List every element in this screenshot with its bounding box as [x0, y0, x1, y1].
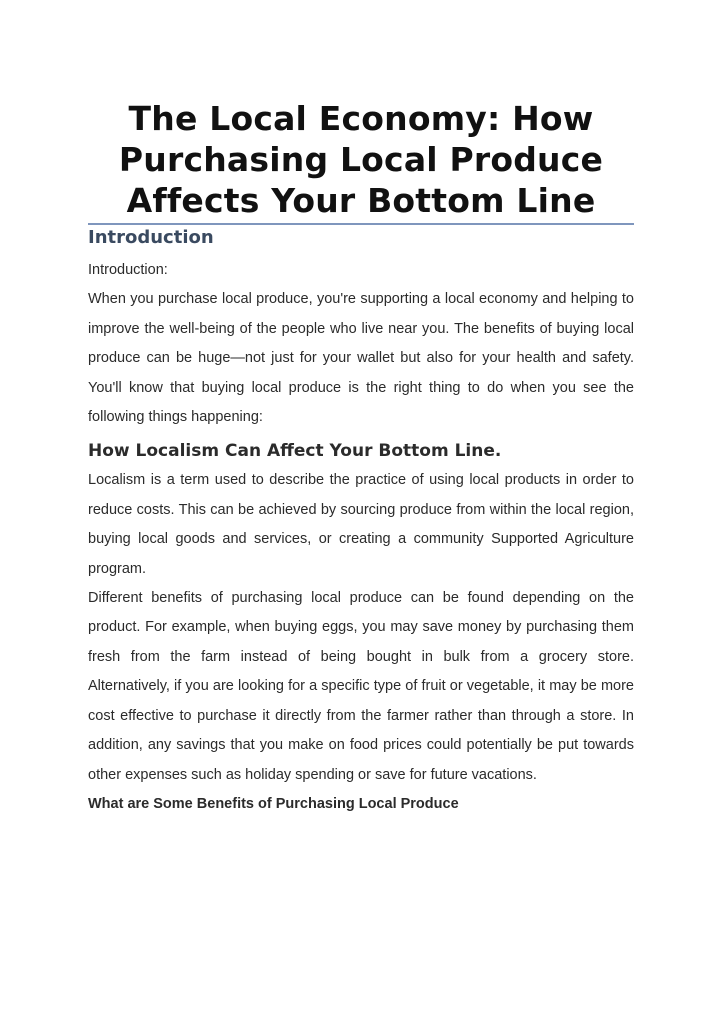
localism-paragraph-1: Localism is a term used to describe the practice of using local products in order to reduce costs. This can be achieved by sourcing produce from within the local region, buying local goods and services, or creating a community Supported Agriculture program.: [88, 472, 634, 577]
intro-label: Introduction:: [88, 262, 168, 278]
localism-heading: How Localism Can Affect Your Bottom Line.: [88, 441, 502, 462]
intro-paragraph: When you purchase local produce, you're supporting a local economy and helping to improve the well-being of the people who live near you. The benefits of buying local produce can be huge—not just for your wallet but also for your health and safety. You'll know that buying local produce is the right thing to do when you see the following things happening:: [88, 291, 634, 426]
localism-paragraph-2: Different benefits of purchasing local produce can be found depending on the product. For example, when buying eggs, you may save money by purchasing them fresh from the farm instead of being bought in bulk from a grocery store. Alternatively, if you are looking for a specific type of fruit or vegetable, it may be more cost effective to purchase it directly from the farmer rather than through a store. In addition, any savings that you make on food prices could potentially be put towards other expenses such as holiday spending or save for future vacations.: [88, 590, 634, 783]
document-body: [88, 226, 634, 819]
benefits-heading: What are Some Benefits of Purchasing Local Produce: [88, 795, 459, 812]
intro-heading: Introduction: [88, 227, 214, 248]
document-title: The Local Economy: How Purchasing Local Produce Affects Your Bottom Line: [118, 99, 604, 220]
title-underline-divider: [88, 223, 634, 225]
